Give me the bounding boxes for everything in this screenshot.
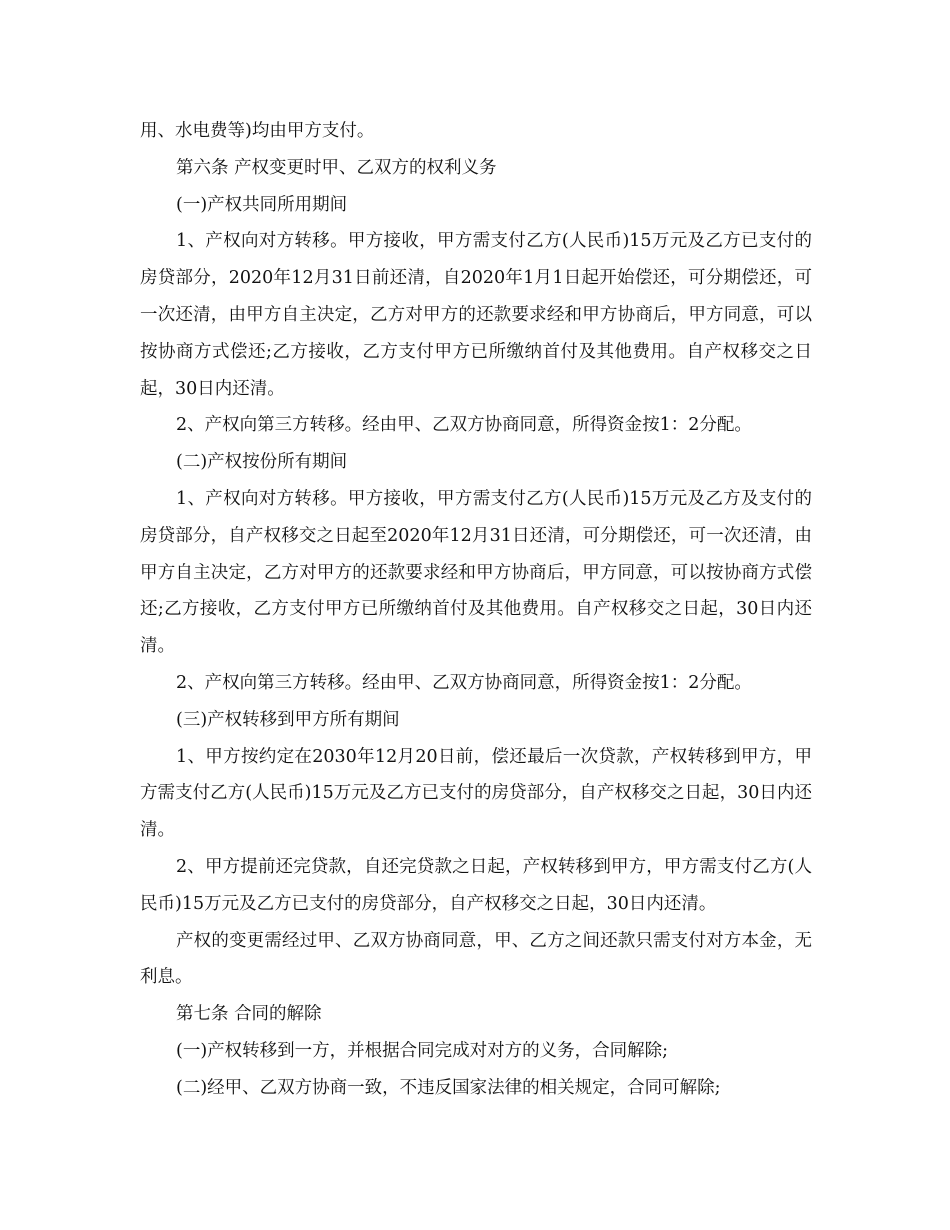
paragraph: (一)产权转移到一方，并根据合同完成对对方的义务，合同解除; [176, 1040, 669, 1061]
document-body [140, 113, 812, 1107]
paragraph: 1、产权向对方转移。甲方接收，甲方需支付乙方(人民币)15万元及乙方已支付的房贷部分，2020年12月31日前还清，自2020年1月1日起开始偿还，可分期偿还，可一次还清，由甲方自主决定，乙方对甲方的还款要求经和甲方协商后，甲方同意，可以按协商方式偿还;乙方接收，乙方支付甲方已所缴纳首付及其他费用。自产权移交之日起，30日内还清。 [140, 231, 812, 399]
paragraph: 2、产权向第三方转移。经由甲、乙双方协商同意，所得资金按1：2分配。 [176, 415, 752, 436]
paragraph: 1、产权向对方转移。甲方接收，甲方需支付乙方(人民币)15万元及乙方及支付的房贷部分，自产权移交之日起至2020年12月31日还清，可分期偿还，可一次还清，由甲方自主决定，乙方对甲方的还款要求经和甲方协商后，甲方同意，可以按协商方式偿还;乙方接收，乙方支付甲方已所缴纳首付及其他费用。自产权移交之日起，30日内还清。 [140, 488, 812, 657]
paragraph: 产权的变更需经过甲、乙双方协商同意，甲、乙方之间还款只需支付对方本金，无利息。 [140, 930, 812, 988]
paragraph: 2、产权向第三方转移。经由甲、乙双方协商同意，所得资金按1：2分配。 [176, 672, 752, 693]
article-heading: 第七条 合同的解除 [176, 1004, 322, 1025]
section-heading: (二)产权按份所有期间 [176, 452, 348, 473]
section-heading: (三)产权转移到甲方所有期间 [176, 709, 400, 730]
paragraph: 1、甲方按约定在2030年12月20日前，偿还最后一次贷款，产权转移到甲方，甲方需支付乙方(人民币)15万元及乙方已支付的房贷部分，自产权移交之日起，30日内还清。 [140, 746, 812, 841]
section-heading: (一)产权共同所用期间 [176, 194, 348, 215]
paragraph: (二)经甲、乙双方协商一致，不违反国家法律的相关规定，合同可解除; [176, 1077, 721, 1098]
paragraph: 2、甲方提前还完贷款，自还完贷款之日起，产权转移到甲方，甲方需支付乙方(人民币)15万元及乙方已支付的房贷部分，自产权移交之日起，30日内还清。 [140, 856, 812, 914]
article-heading: 第六条 产权变更时甲、乙双方的权利义务 [176, 157, 497, 178]
paragraph: 用、水电费等)均由甲方支付。 [140, 121, 375, 141]
